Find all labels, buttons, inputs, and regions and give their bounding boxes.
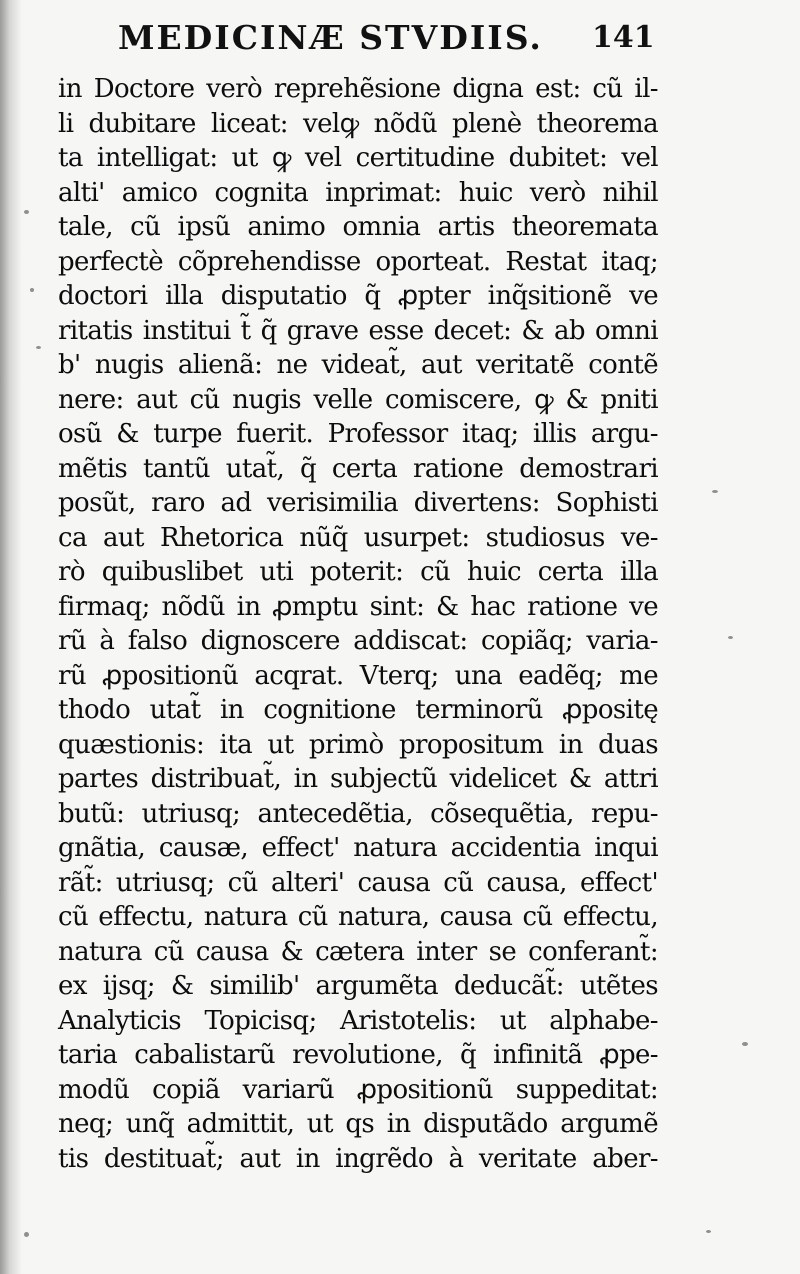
- text-line: firmaq; nõdũ in ꝓmptu sint: & hac ratione ve: [58, 591, 658, 622]
- text-line: in Doctore verò reprehẽsione digna est: cũ il-: [58, 74, 658, 104]
- text-line: ritatis institui t̃ q̃ grave esse decet: & ab omni: [58, 315, 658, 346]
- page-header: [0, 14, 800, 64]
- ink-speck: [706, 1230, 711, 1233]
- text-line: partes distribuat̃, in subjectũ videlicet & attri: [58, 764, 658, 794]
- text-line: nere: aut cũ nugis velle comiscere, ꝙ & pniti: [58, 384, 658, 415]
- text-line: quæstionis: ita ut primò propositum in duas: [58, 729, 658, 760]
- text-line: rò quibuslibet uti poterit: cũ huic certa illa: [58, 557, 658, 587]
- text-line: rũ ꝓpositionũ acqrat. Vterq; una eadẽq; me: [58, 660, 658, 691]
- text-line: li dubitare liceat: velꝙ nõdũ plenè theorema: [58, 108, 658, 139]
- ink-speck: [712, 490, 718, 493]
- text-line: neq; unq̃ admittit, ut qs in disputãdo argumẽ: [58, 1109, 658, 1139]
- running-head: MEDICINÆ STVDIIS.: [118, 18, 543, 57]
- text-line: osũ & turpe fuerit. Professor itaq; illis argu-: [58, 419, 658, 449]
- text-line: rũ à falso dignoscere addiscat: copiãq; varia-: [58, 626, 658, 656]
- text-line: perfectè cõprehendisse oporteat. Restat itaq;: [58, 246, 658, 277]
- text-line: Analyticis Topicisq; Aristotelis: ut alphabe-: [58, 1005, 658, 1036]
- page-number: 141: [592, 20, 655, 55]
- text-line: tale, cũ ipsũ animo omnia artis theoremata: [58, 212, 658, 242]
- text-line: rãt̃: utriusq; cũ alteri' causa cũ causa, effect': [58, 867, 658, 898]
- text-line: gnãtia, causæ, effect' natura accidentia inqui: [58, 833, 658, 863]
- text-line: doctori illa disputatio q̃ ꝓpter inq̃sitionẽ ve: [58, 281, 658, 311]
- text-line: mẽtis tantũ utat̃, q̃ certa ratione demostrari: [58, 453, 658, 484]
- ink-speck: [36, 346, 41, 349]
- text-line: butũ: utriusq; antecedẽtia, cõsequẽtia, repu-: [58, 798, 658, 829]
- page-gutter-shadow: [0, 0, 22, 1274]
- ink-speck: [24, 210, 29, 214]
- text-line: natura cũ causa & cætera inter se conferant̃:: [58, 936, 658, 967]
- ink-speck: [742, 1042, 748, 1046]
- text-line: ex ijsq; & similib' argumẽta deducãt̃: utẽtes: [58, 971, 658, 1001]
- text-line: posũt, raro ad verisimilia divertens: Sophisti: [58, 488, 658, 518]
- ink-speck: [24, 1232, 29, 1237]
- text-line: alti' amico cognita inprimat: huic verò nihil: [58, 177, 658, 208]
- text-line: ta intelligat: ut ꝙ vel certitudine dubitet: vel: [58, 143, 658, 173]
- body-text: [58, 72, 658, 1176]
- text-line: taria cabalistarũ revolutione, q̃ infinitã ꝓpe-: [58, 1040, 658, 1070]
- text-line: cũ effectu, natura cũ natura, causa cũ effectu,: [58, 902, 658, 932]
- text-line: tis destituat̃; aut in ingrẽdo à veritate aber-: [58, 1143, 658, 1174]
- ink-speck: [728, 636, 733, 639]
- text-line: ca aut Rhetorica nũq̃ usurpet: studiosus ve-: [58, 522, 658, 553]
- text-line: modũ copiã variarũ ꝓpositionũ suppeditat:: [58, 1074, 658, 1105]
- text-line: thodo utat̃ in cognitione terminorũ ꝓpositę: [58, 695, 658, 725]
- ink-speck: [30, 288, 34, 292]
- text-line: b' nugis alienã: ne videat̃, aut veritatẽ contẽ: [58, 350, 658, 380]
